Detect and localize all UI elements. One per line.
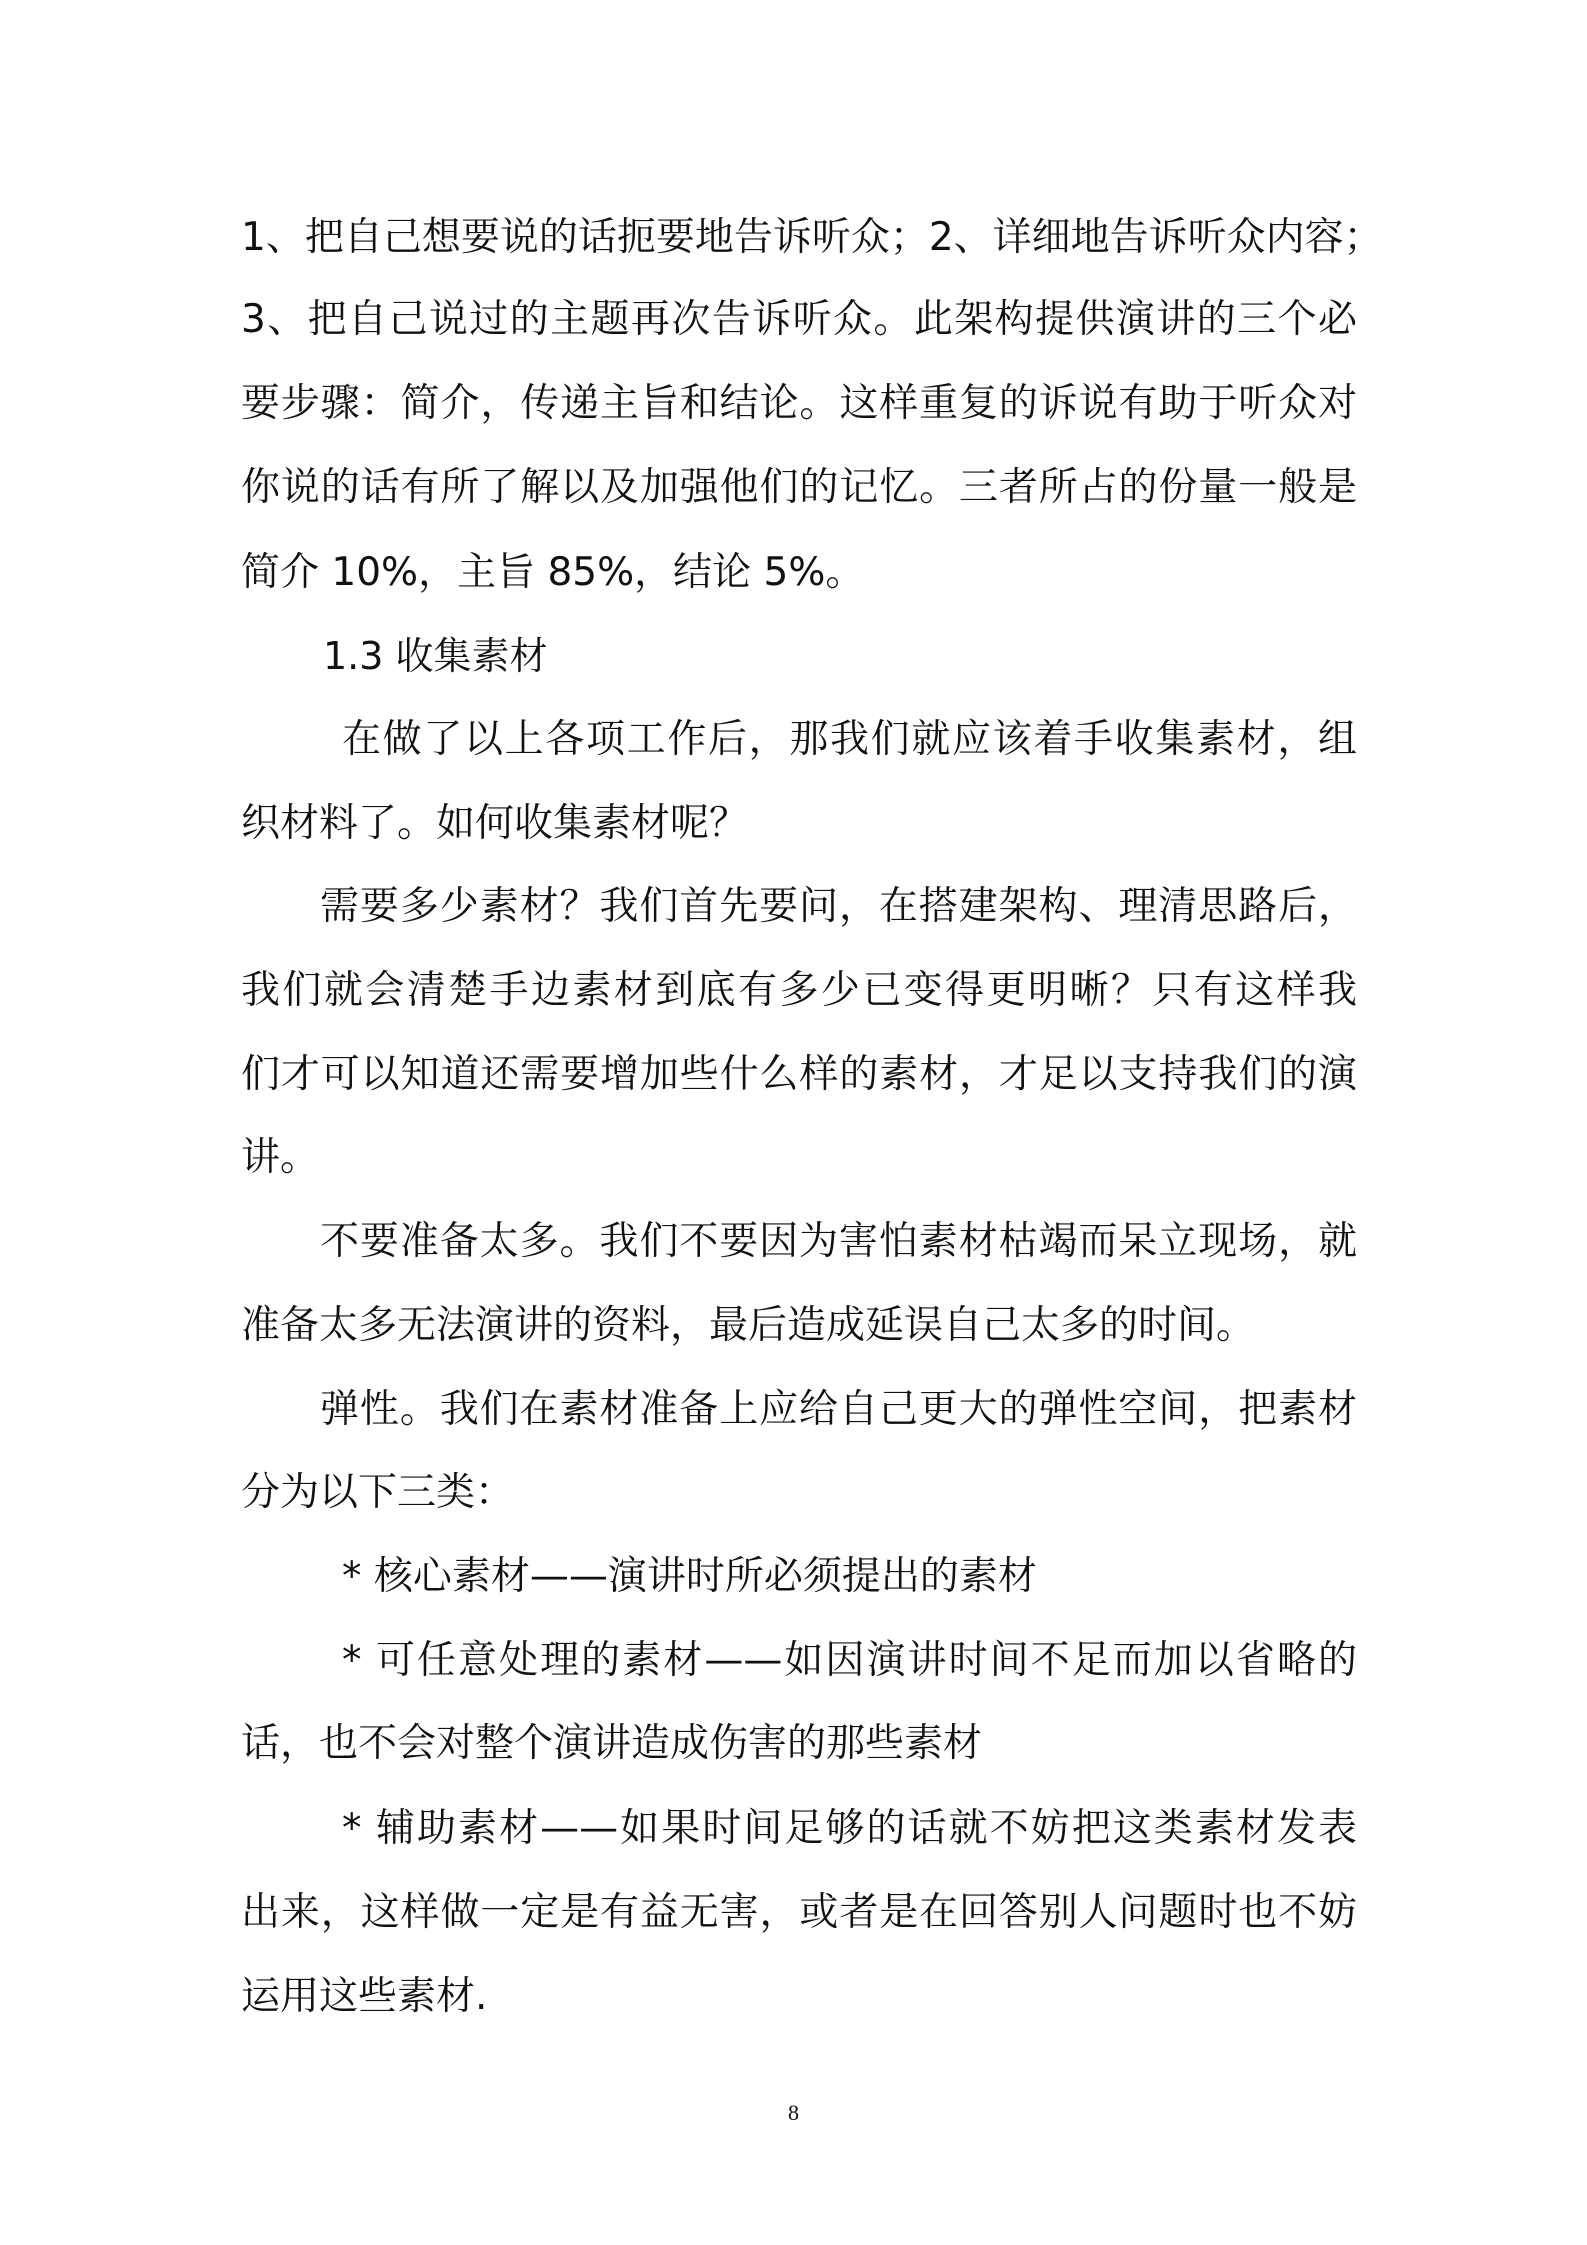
paragraph-line: 准备太多无法演讲的资料，最后造成延误自己太多的时间。 [241,1303,1256,1348]
list-item-continuation: 出来，这样做一定是有益无害，或者是在回答别人问题时也不妨 [241,1890,1357,1935]
list-item: * 可任意处理的素材——如因演讲时间不足而加以省略的 [342,1638,1357,1683]
paragraph-line: 讲。 [241,1135,320,1180]
section-heading: 1.3 收集素材 [323,634,548,678]
paragraph-line: 1、把自己想要说的话扼要地告诉听众；2、详细地告诉听众内容； [241,215,1383,260]
list-item-continuation: 话，也不会对整个演讲造成伤害的那些素材 [241,1721,983,1766]
paragraph-line: 需要多少素材？我们首先要问，在搭建架构、理清思路后， [320,884,1357,929]
paragraph-line: 要步骤：简介，传递主旨和结论。这样重复的诉说有助于听众对 [241,381,1357,426]
paragraph-line: 你说的话有所了解以及加强他们的记忆。三者所占的份量一般是 [241,465,1357,510]
paragraph-line: 简介 10%，主旨 85%，结论 5%。 [241,550,865,595]
paragraph-line: 分为以下三类： [241,1470,515,1515]
paragraph-line: 3、把自己说过的主题再次告诉听众。此架构提供演讲的三个必 [241,297,1357,342]
list-item: * 核心素材——演讲时所必须提出的素材 [342,1554,1037,1599]
paragraph-line: 弹性。我们在素材准备上应给自己更大的弹性空间，把素材 [320,1387,1357,1432]
paragraph-line: 们才可以知道还需要增加些什么样的素材，才足以支持我们的演 [241,1052,1357,1097]
list-item-continuation: 运用这些素材. [241,1974,488,2019]
paragraph-line: 不要准备太多。我们不要因为害怕素材枯竭而呆立现场，就 [320,1219,1357,1264]
paragraph-line: 织材料了。如何收集素材呢？ [241,801,749,846]
list-item: * 辅助素材——如果时间足够的话就不妨把这类素材发表 [342,1806,1357,1851]
paragraph-line: 在做了以上各项工作后，那我们就应该着手收集素材，组 [342,717,1357,762]
paragraph-line: 我们就会清楚手边素材到底有多少已变得更明晰？只有这样我 [241,968,1357,1013]
page-number: 8 [788,2100,799,2125]
